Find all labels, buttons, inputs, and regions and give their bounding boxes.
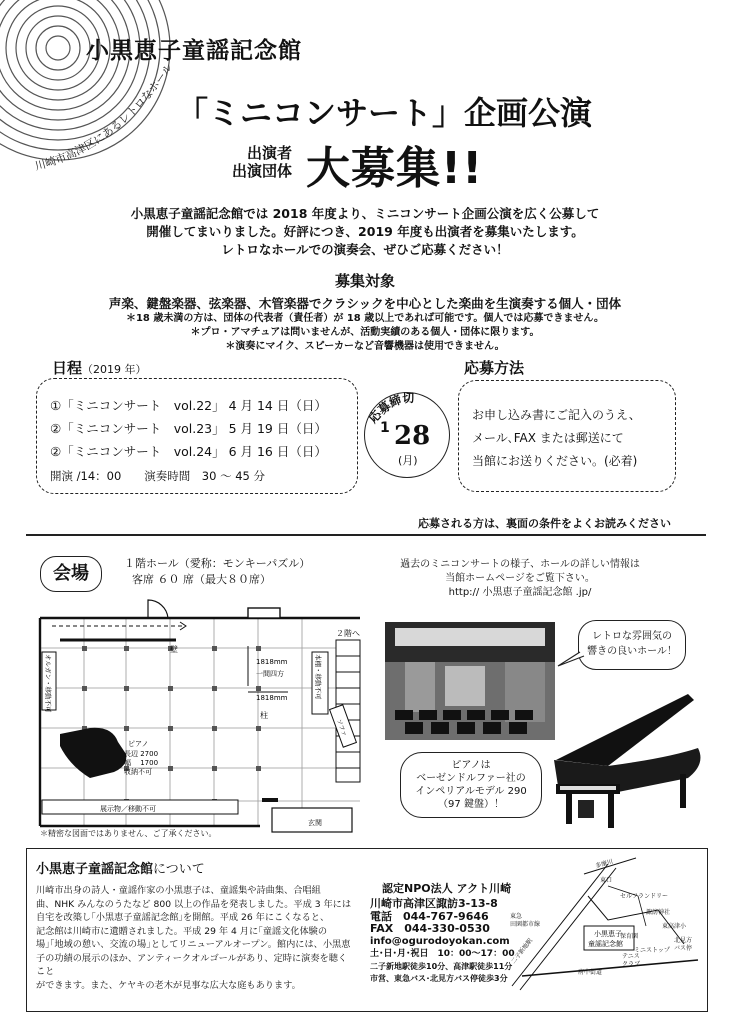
website-link[interactable]: http:// 小黒恵子童謡記念館 .jp/ xyxy=(448,587,592,598)
schedule-list xyxy=(50,394,327,488)
svg-text:収納不可: 収納不可 xyxy=(124,768,152,776)
svg-text:ピアノ: ピアノ xyxy=(128,740,149,748)
svg-text:二子新地駅: 二子新地駅 xyxy=(510,937,535,966)
hall-photo xyxy=(385,622,555,740)
svg-text:２階へ: ２階へ xyxy=(336,629,360,638)
svg-text:ミニストップ: ミニストップ xyxy=(634,947,670,954)
speech-bubble-hall: レトロな雰囲気の 響きの良いホール！ xyxy=(578,620,686,670)
svg-text:北見方: 北見方 xyxy=(674,937,693,944)
deadline-month: 1 xyxy=(380,420,390,436)
contact-info: 川崎市高津区諏訪3-13-8 電話 044-767-9646 FAX 044-330-0530 info@ogurodoyokan.com 土･日･月･祝日 10：00～17：00 二子新地駅徒歩10分、高津駅徒歩11分 市営、東急バス･北見方バス停徒歩3分 xyxy=(370,897,515,983)
svg-text:1818mm: 1818mm xyxy=(256,658,288,666)
svg-text:小黒恵子: 小黒恵子 xyxy=(594,930,622,938)
divider xyxy=(26,534,706,536)
schedule-item: ②「ミニコンサート vol.23」 5 月 19 日（日） xyxy=(50,421,327,436)
venue-info: １階ホール（愛称：モンキーパズル） 客席 ６０ 席（最大８０席） xyxy=(124,557,311,586)
schedule-item: ②「ミニコンサート vol.24」 6 月 16 日（日） xyxy=(50,444,327,459)
about-title: 小黒恵子童謡記念館について xyxy=(36,862,205,877)
svg-text:クラブ: クラブ xyxy=(622,961,641,968)
svg-text:東急: 東急 xyxy=(510,913,523,920)
apply-text: お申し込み書にご記入のうえ、 メール､FAX または郵送にて 当館にお送りください。(必着) xyxy=(472,408,641,468)
svg-text:田園都市線: 田園都市線 xyxy=(510,921,541,928)
schedule-heading: 日程（2019 年） xyxy=(52,359,147,377)
svg-text:一間四方: 一間四方 xyxy=(256,670,284,678)
deadline-day: 28 xyxy=(394,421,431,451)
notice-text: 応募される方は、裏面の条件をよくお読みください xyxy=(418,517,671,530)
svg-text:玄関: 玄関 xyxy=(308,819,322,827)
svg-text:東高津小: 東高津小 xyxy=(662,923,687,930)
subtitle-big: 大募集!! xyxy=(306,143,484,194)
target-heading: 募集対象 xyxy=(334,272,395,290)
svg-text:保育園: 保育園 xyxy=(620,933,639,940)
svg-text:1818mm: 1818mm xyxy=(256,694,288,702)
contact-tel[interactable]: 電話 044-767-9646 xyxy=(370,909,489,923)
deadline-weekday: (月) xyxy=(398,454,418,467)
museum-name: 小黒恵子童謡記念館 xyxy=(86,38,302,64)
svg-text:多摩川: 多摩川 xyxy=(594,858,614,870)
svg-text:オルガン・移動不可: オルガン・移動不可 xyxy=(44,654,52,713)
svg-text:バス停: バス停 xyxy=(674,945,693,952)
svg-text:展示物／移動不可: 展示物／移動不可 xyxy=(100,805,156,813)
svg-text:ソファ: ソファ xyxy=(335,718,348,738)
contact-fax: FAX 044-330-0530 xyxy=(370,922,490,935)
intro-text: 小黒恵子童謡記念館では 2018 年度より、ミニコンサート企画公演を広く公募して 開催してまいりました。好評につき、2019 年度も出演者を募集いたします。 レトロなホールでの演奏会、ぜひご応募ください！ xyxy=(130,206,600,257)
svg-text:セルフランドリー: セルフランドリー xyxy=(620,893,669,900)
venue-web-info: 過去のミニコンサートの様子、ホールの詳しい情報は 当館ホームページをご覧下さい。 http:// 小黒恵子童謡記念館 .jp/ xyxy=(385,558,655,600)
target-notes: ＊18 歳未満の方は、団体の代表者（責任者）が 18 歳以上であれば可能です。個人では応募できません。 ＊プロ・アマチュアは問いませんが、活動実績のある個人・団体に限ります。 ＊演奏にマイク、スピーカーなど音響機器は使用できません。 xyxy=(125,313,605,352)
grand-piano-illustration xyxy=(548,674,708,834)
contact-org: 認定NPO法人 アクト川崎 xyxy=(382,882,512,895)
target-main: 声楽、鍵盤楽器、弦楽器、木管楽器でクラシックを中心とした楽曲を生演奏する個人・団体 xyxy=(108,296,622,311)
svg-text:本棚・移動不可: 本棚・移動不可 xyxy=(314,654,322,700)
svg-text:壁: 壁 xyxy=(170,645,178,654)
floor-note: ＊精密な図面ではありません、ご了承ください。 xyxy=(40,829,217,838)
svg-text:テニス: テニス xyxy=(622,953,640,960)
svg-text:幅 1700: 幅 1700 xyxy=(124,759,159,767)
about-text: 川崎市出身の詩人・童謡作家の小黒恵子は、童謡集や詩曲集、合唱組 曲、NHK みんなのうたなど 800 以上の作品を発表しました。平成 3 年には 自宅を改築し｢小黒恵子童謡記念館｣を開館。平成 26 年にこくなると、 記念館は川崎市に遺贈されました。平成 29 年 4 月に｢童謡文化体験の 場｣｢地域の憩い、交流の場｣としてリニューアルオープン。館内には、小黒恵 子の功績の展示のほか、アンティークオルゴールがあり、定時に演奏を聴くこと ができます。また、ケヤキの老木が見事な広大な庭もあります。 xyxy=(36,885,352,991)
arc-text: 川崎市高津区にあるレトロなホール xyxy=(33,61,176,173)
subtitle-small: 出演者 出演団体 xyxy=(231,144,292,180)
floor-plan xyxy=(30,596,370,840)
svg-text:諏訪神社: 諏訪神社 xyxy=(646,909,671,916)
schedule-times: 開演 /14：00 演奏時間 30 ～ 45 分 xyxy=(50,469,266,483)
svg-text:川崎市高津区にあるレトロなホール xyxy=(33,61,175,173)
access-map xyxy=(508,856,704,1006)
svg-text:府中街道: 府中街道 xyxy=(578,969,603,976)
venue-badge: 会場 xyxy=(40,556,102,592)
bubble-tail xyxy=(556,650,586,670)
apply-heading: 応募方法 xyxy=(464,359,525,377)
svg-text:柱: 柱 xyxy=(260,711,268,720)
speech-bubble-piano: ピアノは ベーゼンドルファー社の インペリアルモデル 290 （97 鍵盤）！ xyxy=(400,752,542,818)
contact-email[interactable]: info@ogurodoyokan.com xyxy=(370,935,510,947)
svg-text:東口: 東口 xyxy=(600,877,613,884)
page-title: 「ミニコンサート」企画公演 xyxy=(176,94,593,132)
schedule-item: ①「ミニコンサート vol.22」 4 月 14 日（日） xyxy=(50,398,327,413)
svg-text:長辺 2700: 長辺 2700 xyxy=(124,750,159,758)
svg-text:応募締切: 応募締切 xyxy=(365,390,415,426)
svg-text:童謡記念館: 童謡記念館 xyxy=(588,940,623,948)
